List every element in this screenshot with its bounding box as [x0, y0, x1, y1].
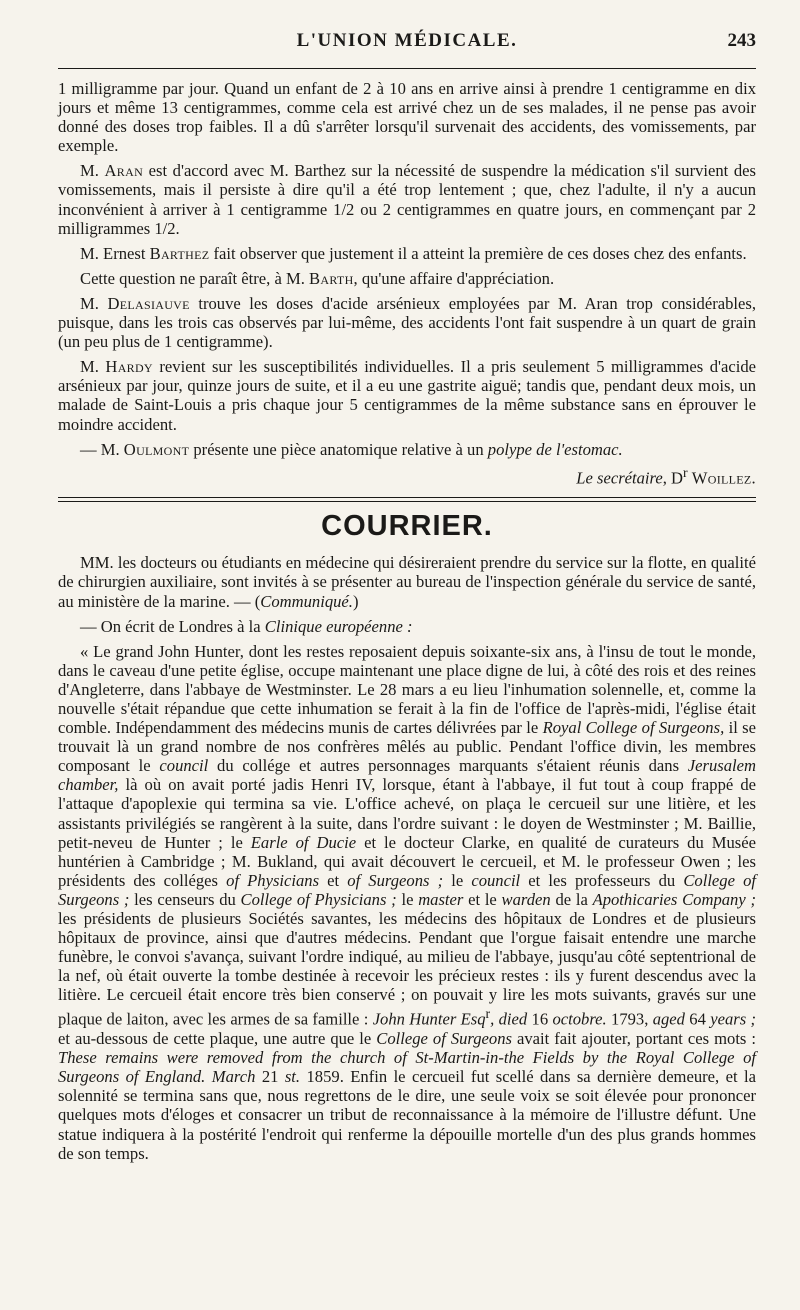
paragraph-prefix: M.	[80, 357, 106, 377]
paragraph-barth	[58, 269, 756, 288]
speaker-name: Oulmont	[123, 439, 190, 459]
speaker-name: Delasiauve	[107, 293, 190, 313]
italic-run: of Surgeons ;	[347, 870, 444, 890]
paragraph-text: revient sur les susceptibilités individuelles. Il a pris seulement 5 milligrammes d'acide arsénieux par jour, quinze jours de suite, et il a eu une gastrite aiguë; tandis que, pendant deux mois, un malade de Saint-Louis a pris chaque jour 5 centigrammes de la même substance sans en éprouver le moindre accident.	[58, 357, 756, 434]
paragraph-barthez	[58, 244, 756, 263]
signature-name: Woillez.	[691, 468, 756, 488]
header-rule	[58, 68, 756, 69]
text-run: là où on avait porté jadis Henri IV, lorsque, étant à l'abbaye, il fut tout à coup frappé de l'attaque d'apoplexie qui termina sa vie. L'office achevé, on plaça le cercueil sur une litière, et les assistants privilégiés se rangèrent à la suite, dans l'ordre suivant : le doyen de Westminster ; M. Baillie, petit-neveu de Hunter ; le	[58, 775, 756, 852]
paragraph-prefix: M.	[80, 161, 105, 181]
paragraph-text: MM. les docteurs ou étudiants en médecine qui désireraient prendre du service sur la flotte, en qualité de chirurgien auxiliaire, sont invités à se présenter au bureau de l'inspection générale du service de santé, au ministère de la marine. — (	[58, 553, 756, 611]
paragraph-prefix: M.	[80, 293, 108, 313]
text-run: et le	[463, 889, 502, 909]
paragraph-text: fait observer que justement il a atteint la première de ces doses chez des enfants.	[209, 243, 747, 263]
paragraph-italic: Clinique européenne :	[264, 616, 413, 636]
paragraph-suffix: , qu'une affaire d'appréciation.	[353, 268, 555, 288]
text-run: de la	[550, 889, 593, 909]
text-run: et	[319, 870, 348, 890]
paragraph-text: est d'accord avec M. Barthez sur la nécessité de suspendre la médication s'il survient des vomissements, mais il persiste à dire qu'il a été trop lentement ; que, chez l'adulte, il n'y a aucun inconvénient à arriver à 1 centigramme 1/2 ou 2 centigrammes en quatre jours, en commençant par 2 milligrammes 1/2.	[58, 161, 756, 238]
paragraph-prefix: M. Ernest	[80, 243, 150, 263]
italic-run: master	[418, 889, 464, 909]
italic-run: These remains were removed from the church of St-Martin-in-the Fields by the Royal College of Surgeons of England. March	[58, 1048, 756, 1087]
page-number: 243	[727, 30, 756, 51]
italic-run: College of Physicians ;	[240, 889, 397, 909]
text-run: et le docteur Clarke, en qualité de curateurs du Musée huntérien à Cambridge ; M. Bukland, qui avait découvert le cercueil, et M. le professeur Owen ; les présidents des colléges	[58, 832, 756, 890]
italic-run: Earle of Ducie	[250, 832, 357, 852]
paragraph-text: trouve les doses d'acide arsénieux employées par M. Aran trop considérables, puisque, dans les trois cas observés par lui-même, des accidents l'ont fait suspendre à un quart de grain (un peu plus de 1 centigramme).	[58, 293, 756, 352]
paragraph-italic: Communiqué.	[260, 591, 353, 611]
italic-run: Jerusalem chamber,	[58, 756, 756, 795]
section-divider	[58, 497, 756, 502]
running-header	[58, 28, 756, 58]
text-run: et au-dessous de cette plaque, une autre que le	[58, 1029, 377, 1049]
text-run: 64	[689, 1010, 711, 1029]
text-run: et les professeurs du	[520, 870, 684, 890]
italic-run: st.	[284, 1067, 307, 1087]
italic-run: College of Surgeons	[376, 1029, 512, 1049]
signature-separator: , D	[662, 468, 684, 488]
text-run: il se trouvait là un grand nombre de nos confrères mêlés au public. Pendant l'office divin, les membres composant le	[58, 718, 756, 776]
paragraph-text: — On écrit de Londres à la	[80, 616, 265, 636]
italic-run: octobre.	[552, 1010, 612, 1029]
paragraph-oulmont	[58, 440, 756, 459]
secretary-signature	[58, 463, 756, 488]
italic-run: Royal College of Surgeons,	[542, 718, 725, 738]
italic-run: warden	[501, 889, 551, 909]
paragraph-suffix: )	[352, 591, 359, 611]
paragraph-italic: polype de l'estomac.	[487, 439, 623, 459]
paragraph-aran	[58, 161, 756, 237]
speaker-name: Barth	[309, 268, 354, 288]
journal-title: L'UNION MÉDICALE.	[296, 30, 518, 51]
text-run: 21	[261, 1067, 285, 1087]
speaker-name: Aran	[104, 161, 144, 181]
italic-run: council	[159, 756, 209, 776]
section-title: COURRIER.	[321, 510, 493, 543]
italic-run: years ;	[710, 1010, 757, 1029]
italic-run: College of Surgeons ;	[58, 870, 756, 909]
superscript-run: r	[485, 1006, 491, 1022]
signature-superscript: r	[683, 464, 688, 480]
paragraph-text: présente une pièce anatomique relative à un	[189, 439, 488, 459]
text-run: les présidents de plusieurs Sociétés savantes, les médecins des hôpitaux de Londres et de plusieurs hôpitaux de province, ainsi que d'autres médecins. Pendant que l'orgue faisait entendre une marche funèbre, le convoi s'avança, suivant l'ordre indiqué, au milieu de l'abbaye, jusqu'au côté septentrional de la nef, où était ouverte la tombe destinée à recevoir les précieux restes : ils y furent descendus avec la litière. Le cercueil était encore très bien conservé ; on pouvait y lire les mots suivants, gravés sur une plaque de laiton, avec les armes de sa famille :	[58, 909, 756, 1029]
paragraph-intro: 1 milligramme par jour. Quand un enfant de 2 à 10 ans en arrive ainsi à prendre 1 centigramme en dix jours et même 13 centigrammes, comme cela est arrivé chez un de ses malades, il ne pense pas avoir donné des doses trop faibles. Il a dû s'arrêter lorsqu'il survenait des accidents, des vomissements, par exemple.	[58, 79, 756, 156]
italic-run: council	[471, 870, 521, 890]
signature-role: Le secrétaire	[576, 468, 663, 488]
text-run: le	[443, 870, 472, 890]
text-run: « Le grand John Hunter, dont les restes reposaient depuis soixante-six ans, à l'insu de tout le monde, dans le caveau d'une petite église, occupe maintenant une place digne de lui, à côté des rois et des reines d'Angleterre, dans l'abbaye de Westminster. Le 28 mars a eu lieu l'inhumation solennelle, et, comme la nouvelle s'était répandue que cette inhumation se ferait à la fin de l'office de l'après-midi, l'église était comble. Indépendamment des médecins munis de cartes délivrées par le	[58, 641, 756, 738]
text-run: les censeurs du	[129, 889, 241, 909]
paragraph-london-report	[58, 617, 756, 636]
italic-run: aged	[652, 1010, 690, 1029]
italic-run: Apothicaries Company ;	[592, 889, 756, 909]
text-run: avait fait ajouter, portant ces mots :	[511, 1029, 757, 1049]
paragraph-delasiauve	[58, 294, 756, 351]
text-run: 1793,	[611, 1010, 653, 1029]
text-run: 16	[531, 1010, 553, 1029]
paragraph-navy-notice	[58, 553, 756, 610]
italic-run: of Physicians	[226, 870, 320, 890]
paragraph-hunter	[58, 642, 756, 1163]
speaker-name: Barthez	[149, 243, 210, 263]
paragraph-hardy	[58, 357, 756, 433]
text-run: 1859. Enfin le cercueil fut scellé dans sa dernière demeure, et la solennité se termina sans que, nous regrettons de le dire, une seule voix se soit élevée pour prononcer quelques mots d'éloges et consacrer un tribut de reconnaissance à la mémoire de l'illustre défunt. Une statue indiquera à la postérité l'endroit qui renferme la dépouille mortelle d'un des plus grands hommes de son temps.	[58, 1067, 756, 1163]
speaker-name: Hardy	[105, 357, 153, 377]
italic-run: , died	[490, 1010, 532, 1029]
text-run: du collége et autres personnages marquants s'étaient réunis dans	[208, 756, 688, 776]
paragraph-prefix: — M.	[80, 439, 124, 459]
italic-run: John Hunter Esq	[372, 1010, 486, 1029]
text-run: le	[396, 889, 419, 909]
paragraph-text: Cette question ne paraît être, à M.	[80, 268, 310, 288]
